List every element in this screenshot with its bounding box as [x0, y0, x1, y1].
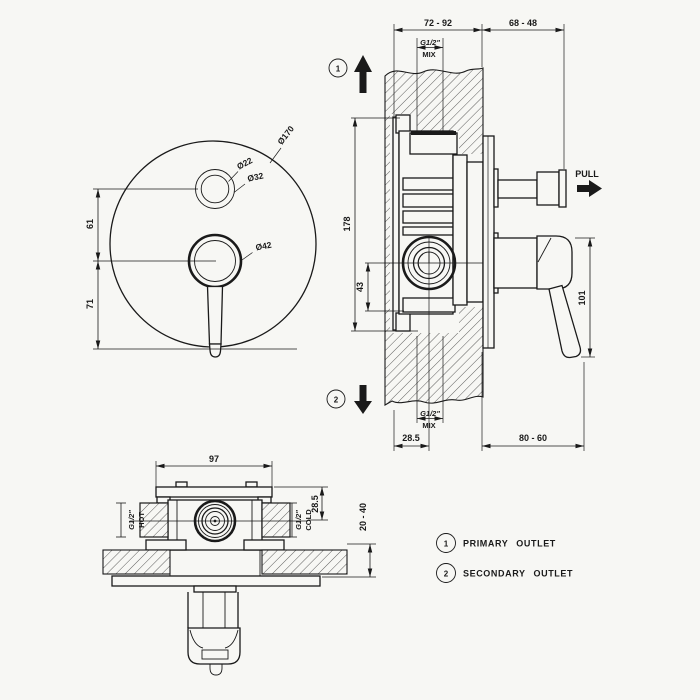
plate-clip	[176, 482, 187, 487]
callout-1-num: 1	[335, 64, 341, 74]
leader-dia42	[242, 253, 253, 261]
dim-28-5: 28.5	[402, 433, 420, 443]
up-arrow-icon	[354, 55, 372, 93]
down-arrow-icon	[354, 385, 372, 414]
body-rib	[403, 194, 453, 207]
handle-cap-side	[537, 236, 572, 289]
wall-left	[103, 550, 170, 574]
dia-plate-label: Ø170	[275, 123, 296, 147]
trim-plate-edge	[483, 136, 494, 348]
dia-handle-base-label: Ø42	[254, 239, 273, 253]
legend-2-label: SECONDARY OUTLET	[463, 568, 574, 579]
handle-lever-side	[549, 286, 581, 358]
top-inlet-seal	[411, 131, 456, 135]
legend	[437, 534, 574, 583]
dim-68-48: 68 - 48	[508, 18, 538, 28]
handle-body-side	[494, 238, 537, 288]
body-step	[453, 155, 467, 305]
handle-lever-tip	[210, 344, 222, 357]
installation-view	[103, 454, 376, 675]
body-foot-right	[244, 540, 284, 550]
plate-clip	[246, 482, 257, 487]
mounting-plate-edge	[393, 117, 399, 330]
leader-dia32	[234, 184, 245, 193]
body-rib	[403, 227, 453, 235]
pull-arrow-icon	[577, 180, 602, 197]
handle-tip-bottom	[210, 664, 222, 675]
legend-1-label: PRIMARY OUTLET	[463, 538, 556, 549]
dim-20-40: 20 - 40	[358, 502, 368, 532]
inlet-top-type: MIX	[422, 50, 436, 59]
dia-diverter-inner-label: Ø22	[235, 155, 255, 172]
body-rib	[403, 178, 453, 190]
diverter-inner-circle	[201, 175, 229, 203]
leader-dia170	[270, 148, 281, 163]
inlet-left-size: G1/2"	[127, 510, 136, 530]
inlet-right-size: G1/2"	[294, 510, 303, 530]
dim-71: 71	[85, 298, 95, 310]
dim-43: 43	[355, 281, 365, 293]
escutcheon-plate-top	[156, 487, 272, 497]
dim-72-92: 72 - 92	[423, 18, 453, 28]
diverter-knob	[537, 172, 559, 205]
escutcheon-edge	[112, 576, 320, 586]
dia-diverter-outer-label: Ø32	[246, 170, 265, 184]
dim-101: 101	[577, 290, 587, 306]
inlet-top-size: G1/2"	[420, 38, 440, 47]
body-bottom-foot	[396, 313, 410, 331]
inlet-left-type: HOT	[137, 512, 146, 528]
dim-97: 97	[208, 454, 220, 464]
diverter-knob-ring	[559, 170, 566, 207]
diverter-stem	[498, 180, 537, 198]
handle-collar	[194, 586, 236, 592]
front-view	[85, 124, 316, 357]
dim-178: 178	[342, 216, 352, 232]
callout-2-num: 2	[333, 395, 339, 405]
legend-2-num: 2	[443, 569, 449, 579]
inlet-bottom-size: G1/2"	[420, 409, 440, 418]
body-rib	[403, 211, 453, 223]
dim-61: 61	[85, 218, 95, 230]
legend-1-num: 1	[443, 539, 449, 549]
top-inlet-block	[410, 133, 457, 154]
inlet-bottom-type: MIX	[422, 421, 436, 430]
inlet-right-type: COLD	[304, 509, 313, 531]
pull-label: PULL	[575, 169, 599, 179]
body-foot-left	[146, 540, 186, 550]
wall-right	[262, 550, 347, 574]
dim-80-60: 80 - 60	[518, 433, 548, 443]
dim-28-5-top: 28.5	[310, 495, 320, 513]
body-flange	[467, 162, 483, 302]
cold-inlet-fitting	[262, 503, 290, 537]
section-view	[327, 18, 602, 451]
handle-lever-front	[208, 287, 223, 345]
